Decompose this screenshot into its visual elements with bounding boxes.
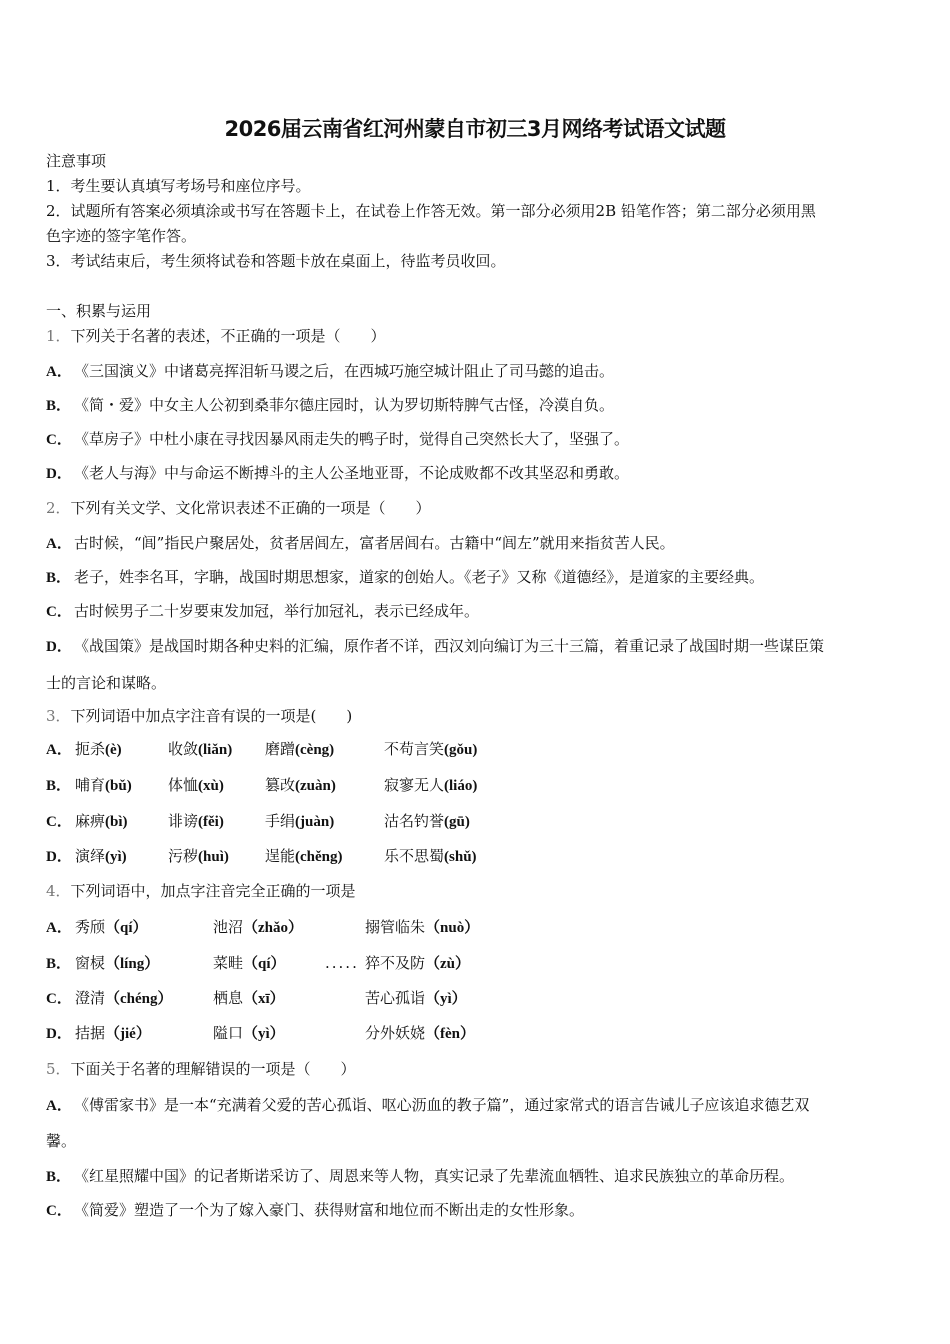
word: 体恤 (168, 776, 199, 794)
word: 窗棂 (75, 954, 106, 972)
option-a (46, 1095, 916, 1117)
word-item (75, 811, 128, 832)
option-label: B． (46, 778, 72, 794)
word-item (265, 775, 336, 796)
option-text: 《老人与海》中与命运不断搏斗的主人公圣地亚哥，不论成败都不改其坚忍和勇敢。 (74, 464, 630, 482)
word-item (75, 953, 159, 974)
word: 扼杀 (75, 740, 106, 758)
option-a (46, 361, 916, 383)
option-label: C． (46, 814, 72, 830)
word-item (384, 775, 477, 796)
notice-item: 色字迹的签字笔作答。 (46, 227, 197, 245)
word: 手绢 (265, 812, 296, 830)
option-text: 《战国策》是战国时期各种史料的汇编，原作者不详，西汉刘向编订为三十三篇，着重记录了战国时期一些谋臣策 (74, 637, 825, 655)
question-stem (46, 706, 352, 726)
question-stem (46, 326, 386, 346)
option-label: A． (46, 1098, 72, 1114)
pinyin: (è) (105, 742, 122, 758)
option-continuation: 馨。 (46, 1132, 77, 1150)
option-label: A． (46, 364, 72, 380)
word-item (168, 846, 229, 867)
option-label: B． (46, 1169, 72, 1185)
word-item (365, 953, 470, 974)
option-text: 《傅雷家书》是一本“充满着父爱的苦心孤诣、呕心沥血的教子篇”，通过家常式的语言告诫儿子应该追求德艺双 (74, 1096, 810, 1114)
word: 哺育 (75, 776, 106, 794)
option-b (46, 567, 916, 589)
word: 演绎 (75, 847, 106, 865)
option-label: A． (46, 742, 72, 758)
question-text: 下列词语中，加点字注音完全正确的一项是 (70, 882, 356, 900)
word-item (213, 953, 286, 974)
option-a (46, 917, 916, 939)
word-item (384, 846, 477, 867)
word-item (75, 739, 122, 760)
option-b (46, 1166, 916, 1188)
word: 污秽 (168, 847, 199, 865)
word: 麻痹 (75, 812, 106, 830)
pinyin: （zhǎo） (243, 920, 304, 936)
pinyin: (shǔ) (444, 849, 477, 865)
word-item (384, 739, 477, 760)
question-number: 2． (46, 499, 71, 517)
option-text: 《红星照耀中国》的记者斯诺采访了、周恩来等人物，真实记录了先辈流血牺牲、追求民族独立的革命历程。 (74, 1167, 795, 1185)
pinyin: (bì) (105, 814, 128, 830)
word-item (265, 846, 343, 867)
option-c (46, 601, 916, 623)
option-c (46, 429, 916, 451)
word-item (365, 917, 479, 938)
pinyin: （xī） (243, 991, 285, 1007)
word: 逞能 (265, 847, 296, 865)
word-item (75, 988, 173, 1009)
word-item (365, 1023, 475, 1044)
option-text: 《简・爱》中女主人公初到桑菲尔德庄园时，认为罗切斯特脾气古怪，冷漠自负。 (74, 396, 615, 414)
option-text: 古时候男子二十岁要束发加冠，举行加冠礼，表示已经成年。 (74, 602, 480, 620)
word: 栖息 (213, 989, 244, 1007)
word-item (75, 917, 148, 938)
option-b (46, 953, 916, 975)
question-number: 3． (46, 707, 71, 725)
word: 沽名钓誉 (384, 812, 445, 830)
word: 搦管临朱 (365, 918, 426, 936)
word-item (365, 988, 467, 1009)
pinyin: （zù） (425, 956, 471, 972)
option-label: C． (46, 604, 72, 620)
question-number: 4． (46, 882, 71, 900)
option-label: A． (46, 920, 72, 936)
pinyin: （fèn） (425, 1026, 476, 1042)
notice-item: 2．试题所有答案必须填涂或书写在答题卡上，在试卷上作答无效。第一部分必须用2B 铅笔作答；第二部分必须用黑 (46, 202, 816, 220)
pinyin: (liáo) (444, 778, 478, 794)
word: 苦心孤诣 (365, 989, 426, 1007)
notice-heading: 注意事项 (46, 152, 107, 170)
word: 寂寥无人 (384, 776, 445, 794)
option-label: C． (46, 1203, 72, 1219)
option-label: D． (46, 849, 72, 865)
word: 诽谤 (168, 812, 199, 830)
question-text: 下列词语中加点字注音有误的一项是( ) (70, 707, 353, 725)
word: 秀颀 (75, 918, 106, 936)
question-stem (46, 498, 431, 518)
option-label: D． (46, 639, 72, 655)
option-text: 《草房子》中杜小康在寻找因暴风雨走失的鸭子时，觉得自己突然长大了，坚强了。 (74, 430, 630, 448)
pinyin: （yì） (425, 991, 467, 1007)
pinyin: (yì) (105, 849, 127, 865)
word-item (168, 739, 232, 760)
option-a (46, 739, 916, 761)
option-label: C． (46, 991, 72, 1007)
option-text: 《三国演义》中诸葛亮挥泪斩马谡之后，在西城巧施空城计阻止了司马懿的追击。 (74, 362, 615, 380)
option-label: D． (46, 1026, 72, 1042)
pinyin: (zuàn) (295, 778, 336, 794)
option-c (46, 811, 916, 833)
emphasis-dots: ..... (325, 954, 359, 972)
pinyin: (gū) (444, 814, 470, 830)
word-item (213, 917, 303, 938)
word-item (75, 846, 127, 867)
option-d (46, 1023, 916, 1045)
option-label: B． (46, 956, 72, 972)
word-item (265, 739, 334, 760)
pinyin: (huì) (198, 849, 229, 865)
pinyin: （chéng） (105, 991, 173, 1007)
question-stem (46, 881, 356, 901)
question-number: 1． (46, 327, 71, 345)
word-item (213, 1023, 285, 1044)
word-item (75, 1023, 151, 1044)
notice-item: 1．考生要认真填写考场号和座位序号。 (46, 177, 311, 195)
option-b (46, 775, 916, 797)
pinyin: (liǎn) (198, 742, 233, 758)
option-text: 《简爱》塑造了一个为了嫁入豪门、获得财富和地位而不断出走的女性形象。 (74, 1201, 585, 1219)
word-item (213, 988, 285, 1009)
word: 收敛 (168, 740, 199, 758)
pinyin: （jié） (105, 1026, 151, 1042)
word: 不苟言笑 (384, 740, 445, 758)
option-c (46, 1200, 916, 1222)
option-d (46, 636, 916, 658)
option-d (46, 463, 916, 485)
word: 隘口 (213, 1024, 244, 1042)
pinyin: （qí） (105, 920, 148, 936)
pinyin: （qí） (243, 956, 286, 972)
option-text: 老子，姓李名耳，字聃，战国时期思想家，道家的创始人。《老子》又称《道德经》，是道家的主要经典。 (74, 568, 765, 586)
word: 乐不思蜀 (384, 847, 445, 865)
word: 篡改 (265, 776, 296, 794)
question-text: 下列有关文学、文化常识表述不正确的一项是（ ） (70, 499, 431, 517)
word: 磨蹭 (265, 740, 296, 758)
notice-item: 3．考试结束后，考生须将试卷和答题卡放在桌面上，待监考员收回。 (46, 252, 506, 270)
question-number: 5． (46, 1060, 71, 1078)
option-c (46, 988, 916, 1010)
option-a (46, 533, 916, 555)
question-stem (46, 1059, 356, 1079)
word-item (168, 775, 224, 796)
pinyin: (fěi) (198, 814, 224, 830)
word: 拮据 (75, 1024, 106, 1042)
word: 池沼 (213, 918, 244, 936)
word-item (75, 775, 132, 796)
option-d (46, 846, 916, 868)
option-label: B． (46, 570, 72, 586)
option-b (46, 395, 916, 417)
word-item (168, 811, 224, 832)
pinyin: (chěng) (295, 849, 343, 865)
word-item (384, 811, 470, 832)
option-label: B． (46, 398, 72, 414)
word: 澄清 (75, 989, 106, 1007)
option-text: 古时候，“闾”指民户聚居处，贫者居闾左，富者居闾右。古籍中“闾左”就用来指贫苦人民。 (74, 534, 675, 552)
pinyin: (cèng) (295, 742, 335, 758)
option-label: C． (46, 432, 72, 448)
pinyin: (juàn) (295, 814, 335, 830)
word: 分外妖娆 (365, 1024, 426, 1042)
pinyin: (xù) (198, 778, 224, 794)
pinyin: （líng） (105, 956, 160, 972)
word: 菜畦 (213, 954, 244, 972)
pinyin: （yì） (243, 1026, 285, 1042)
question-text: 下面关于名著的理解错误的一项是（ ） (70, 1060, 356, 1078)
word-item (265, 811, 334, 832)
pinyin: （nuò） (425, 920, 480, 936)
pinyin: (gǒu) (444, 742, 478, 758)
word: 猝不及防 (365, 954, 426, 972)
page-title: 2026届云南省红河州蒙自市初三3月网络考试语文试题 (224, 117, 726, 141)
option-label: A． (46, 536, 72, 552)
pinyin: (bǔ) (105, 778, 132, 794)
section-heading: 一、积累与运用 (46, 302, 152, 320)
option-label: D． (46, 466, 72, 482)
question-text: 下列关于名著的表述，不正确的一项是（ ） (70, 327, 386, 345)
option-continuation: 士的言论和谋略。 (46, 674, 167, 692)
